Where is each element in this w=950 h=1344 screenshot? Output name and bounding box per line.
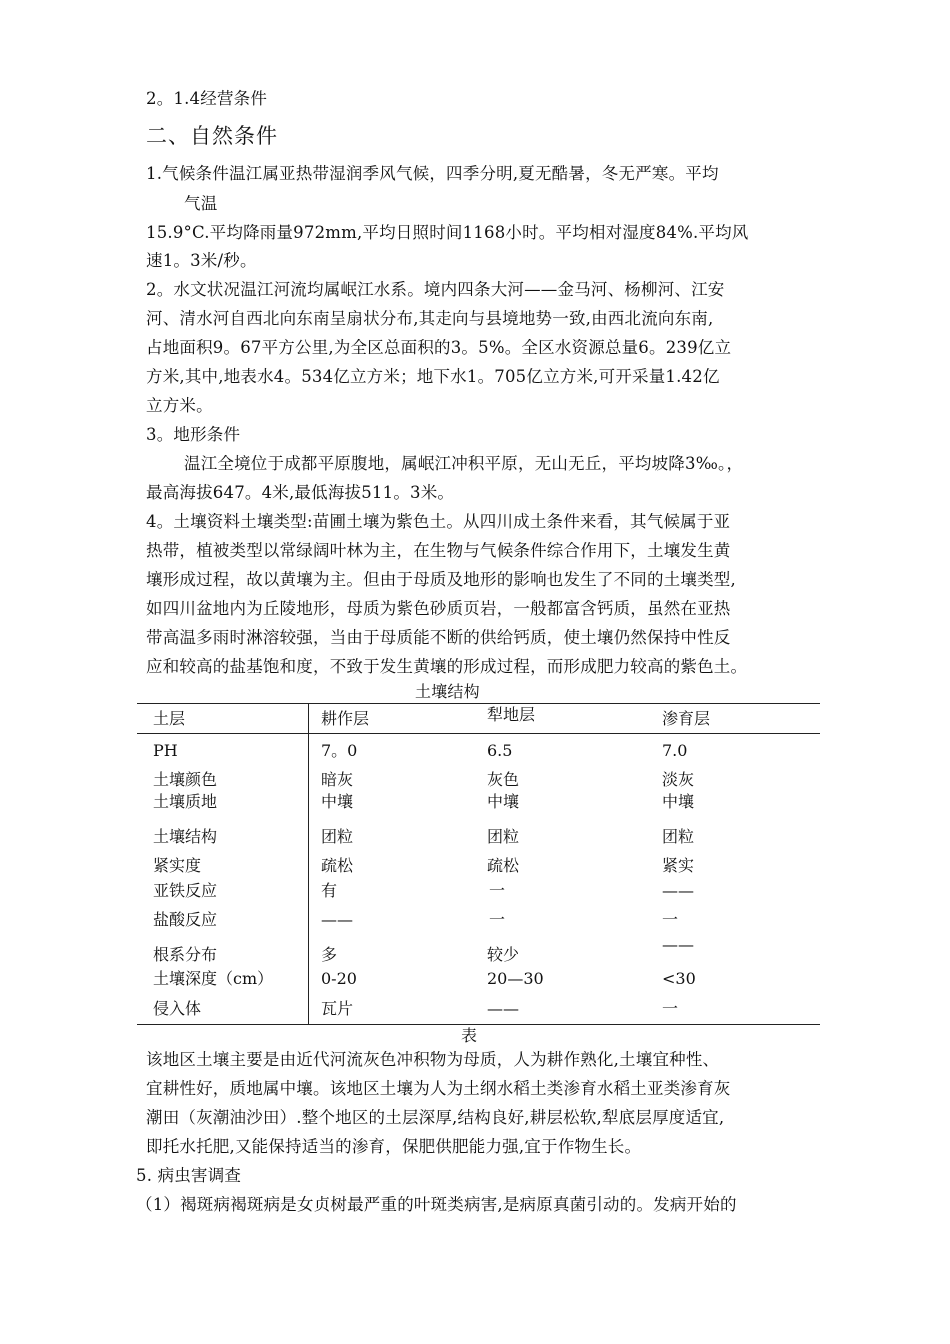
table-header-cell: 耕作层 [321, 709, 370, 728]
table-header-cell: 渗育层 [662, 709, 711, 728]
table-cell: 团粒 [662, 827, 695, 846]
table-bottom-rule [137, 1024, 820, 1025]
table-cell: 一 [662, 910, 679, 929]
section-pest-survey: 5. 病虫害调查 [136, 1166, 242, 1185]
summary-line-2: 宜耕性好，质地属中壤。该地区土壤为人为土纲水稻土类渗育水稻土亚类渗育灰 [146, 1079, 731, 1098]
table-cell: 暗灰 [321, 770, 354, 789]
soil-structure-table [137, 703, 820, 1025]
summary-line-1: 该地区土壤主要是由近代河流灰色冲积物为母质，人为耕作熟化,土壤宜种性、 [146, 1050, 720, 1069]
table-cell: 中壤 [662, 792, 695, 811]
table-cell: 较少 [487, 945, 520, 964]
pest-line-1: （1）褐斑病褐斑病是女贞树最严重的叶斑类病害,是病原真菌引动的。发病开始的 [136, 1195, 737, 1214]
table-cell: 一 [662, 999, 679, 1018]
table-footer-label: 表 [461, 1026, 478, 1045]
table-cell: 土壤质地 [153, 792, 218, 811]
hydrology-line-3: 占地面积9。67平方公里,为全区总面积的3。5%。全区水资源总量6。239亿立 [146, 338, 732, 357]
table-cell: PH [153, 741, 178, 760]
soil-line-3: 壤形成过程，故以黄壤为主。但由于母质及地形的影响也发生了不同的土壤类型, [146, 570, 736, 589]
table-cell: 团粒 [321, 827, 354, 846]
table-cell: 一 [489, 910, 506, 929]
summary-line-3: 潮田（灰潮油沙田）.整个地区的土层深厚,结构良好,耕层松软,犁底层厚度适宜, [146, 1108, 725, 1127]
table-cell: 7。0 [321, 741, 358, 760]
hydrology-line-5: 立方米。 [146, 396, 213, 415]
table-cell: 0-20 [321, 969, 357, 988]
climate-line-4: 速1。3米/秒。 [146, 251, 257, 270]
climate-line-2: 气温 [184, 194, 218, 213]
table-cell: 紧实 [662, 856, 695, 875]
table-cell: 紧实度 [153, 856, 202, 875]
table-cell: 6.5 [487, 741, 513, 760]
heading-natural-conditions: 二、自然条件 [146, 124, 278, 148]
table-header-cell: 土层 [153, 709, 186, 728]
table-cell: 疏松 [487, 856, 520, 875]
table-cell: 中壤 [487, 792, 520, 811]
climate-line-1: 1.气候条件温江属亚热带湿润季风气候，四季分明,夏无酷暑，冬无严寒。平均 [146, 164, 719, 183]
table-cell: 团粒 [487, 827, 520, 846]
table-cell: 有 [321, 881, 338, 900]
soil-line-2: 热带，植被类型以常绿阔叶林为主，在生物与气候条件综合作用下，土壤发生黄 [146, 541, 731, 560]
table-column-divider [308, 703, 309, 1025]
summary-line-4: 即托水托肥,又能保持适当的渗育，保肥供肥能力强,宜于作物生长。 [146, 1137, 642, 1156]
table-cell: 侵入体 [153, 999, 202, 1018]
climate-line-3: 15.9°C.平均降雨量972mm,平均日照时间1168小时。平均相对湿度84%.平均风 [146, 223, 749, 242]
table-cell: 亚铁反应 [153, 881, 218, 900]
terrain-title: 3。地形条件 [146, 425, 241, 444]
table-cell: 淡灰 [662, 770, 695, 789]
table-cell: <30 [662, 969, 696, 988]
table-cell: —— [662, 935, 694, 954]
table-header-rule [137, 733, 820, 734]
terrain-line-2: 最高海拔647。4米,最低海拔511。3米。 [146, 483, 455, 502]
table-cell: 瓦片 [321, 999, 354, 1018]
table-cell: 土壤颜色 [153, 770, 218, 789]
table-cell: 盐酸反应 [153, 910, 218, 929]
hydrology-line-2: 河、清水河自西北向东南呈扇状分布,其走向与县境地势一致,由西北流向东南, [146, 309, 714, 328]
hydrology-line-1: 2。水文状况温江河流均属岷江水系。境内四条大河——金马河、杨柳河、江安 [146, 280, 725, 299]
table-caption: 土壤结构 [415, 682, 480, 701]
table-top-rule [137, 703, 820, 704]
soil-line-5: 带高温多雨时淋溶较强，当由于母质能不断的供给钙质，使土壤仍然保持中性反 [146, 628, 731, 647]
table-cell: 多 [321, 945, 338, 964]
table-cell: 7.0 [662, 741, 688, 760]
terrain-line-1: 温江全境位于成都平原腹地，属岷江冲积平原，无山无丘，平均坡降3‰。， [184, 454, 744, 473]
table-cell: 土壤结构 [153, 827, 218, 846]
table-cell: —— [487, 999, 519, 1018]
table-cell: —— [321, 910, 353, 929]
table-cell: 一 [489, 881, 506, 900]
table-cell: 中壤 [321, 792, 354, 811]
soil-line-1: 4。土壤资料土壤类型:苗圃土壤为紫色土。从四川成土条件来看，其气候属于亚 [146, 512, 731, 531]
soil-line-6: 应和较高的盐基饱和度，不致于发生黄壤的形成过程，而形成肥力较高的紫色土。 [146, 657, 748, 676]
table-cell: 土壤深度（cm） [153, 969, 274, 988]
table-cell: 灰色 [487, 770, 520, 789]
table-cell: 根系分布 [153, 945, 218, 964]
table-cell: 20—30 [487, 969, 544, 988]
soil-line-4: 如四川盆地内为丘陵地形，母质为紫色砂质页岩，一般都富含钙质，虽然在亚热 [146, 599, 731, 618]
table-cell: 疏松 [321, 856, 354, 875]
table-cell: —— [662, 881, 694, 900]
table-header-cell: 犁地层 [487, 705, 536, 724]
section-heading-2-1-4: 2。1.4经营条件 [146, 89, 268, 108]
hydrology-line-4: 方米,其中,地表水4。534亿立方米；地下水1。705亿立方米,可开采量1.42亿 [146, 367, 720, 386]
